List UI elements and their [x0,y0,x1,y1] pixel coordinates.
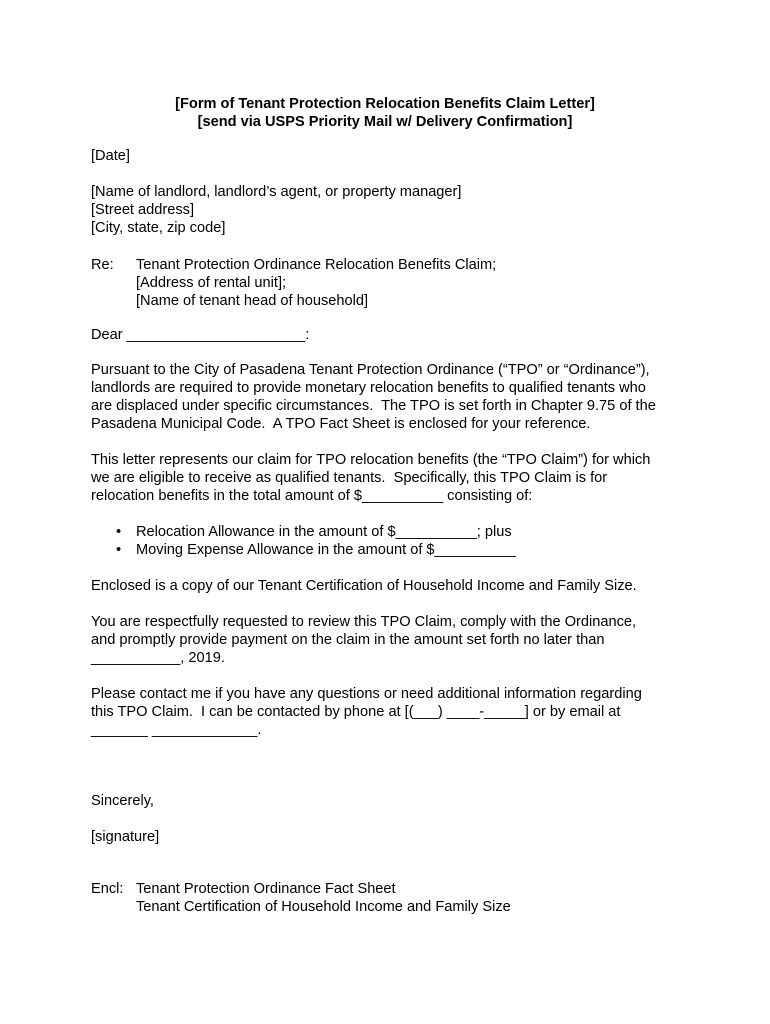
enclosure-item: Tenant Certification of Household Income and Family Size [136,899,511,915]
re-label: Re: [91,257,114,273]
list-item-text: Moving Expense Allowance in the amount of $__________ [136,542,516,558]
paragraph-1-line: Pasadena Municipal Code. A TPO Fact Sheet is enclosed for your reference. [91,416,591,432]
re-line-1: Tenant Protection Ordinance Relocation Benefits Claim; [136,257,497,273]
signature-placeholder [91,828,691,846]
paragraph-1 [91,361,691,433]
paragraph-5-line: _______ _____________. [91,722,262,738]
paragraph-1-line: landlords are required to provide monetary relocation benefits to qualified tenants who [91,380,646,396]
paragraph-5 [91,685,691,739]
recipient-city: [City, state, zip code] [91,220,226,236]
closing-text: Sincerely, [91,793,154,809]
re-line-3: [Name of tenant head of household] [136,293,369,309]
benefit-list [116,523,636,559]
re-line-2: [Address of rental unit]; [136,275,287,291]
paragraph-2-line: relocation benefits in the total amount of $__________ consisting of: [91,488,533,504]
date-text: [Date] [91,148,130,164]
paragraph-5-line: this TPO Claim. I can be contacted by phone at [(___) ____-_____] or by email at [91,704,621,720]
paragraph-2-line: we are eligible to receive as qualified tenants. Specifically, this TPO Claim is for [91,470,608,486]
signature-text: [signature] [91,829,160,845]
paragraph-4-line: and promptly provide payment on the claim in the amount set forth no later than [91,632,605,648]
paragraph-4 [91,613,691,667]
paragraph-5-line: Please contact me if you have any questions or need additional information regarding [91,686,642,702]
bullet-icon: • [116,524,122,540]
enclosures-label: Encl: [91,881,124,897]
recipient-name: [Name of landlord, landlord’s agent, or property manager] [91,184,462,200]
recipient-address [91,183,691,237]
enclosure-item: Tenant Protection Ordinance Fact Sheet [136,881,396,897]
paragraph-3 [91,577,691,595]
list-item-text: Relocation Allowance in the amount of $__________; plus [136,524,512,540]
date-line [91,147,691,165]
paragraph-1-line: Pursuant to the City of Pasadena Tenant Protection Ordinance (“TPO” or “Ordinance”), [91,362,650,378]
salutation-text: Dear ______________________: [91,327,310,343]
letter-heading [0,95,770,131]
paragraph-3-line: Enclosed is a copy of our Tenant Certification of Household Income and Family Size. [91,578,637,594]
paragraph-4-line: You are respectfully requested to review this TPO Claim, comply with the Ordinance, [91,614,637,630]
closing [91,792,691,810]
paragraph-1-line: are displaced under specific circumstances. The TPO is set forth in Chapter 9.75 of the [91,398,656,414]
paragraph-2 [91,451,691,505]
heading-title-line2: [send via USPS Priority Mail w/ Delivery Confirmation] [197,114,573,130]
list-item [116,541,636,559]
paragraph-4-line: ___________, 2019. [91,650,225,666]
salutation [91,326,691,344]
list-item [116,523,636,541]
bullet-icon: • [116,542,122,558]
recipient-street: [Street address] [91,202,195,218]
heading-title-line1: [Form of Tenant Protection Relocation Benefits Claim Letter] [175,96,595,112]
paragraph-2-line: This letter represents our claim for TPO relocation benefits (the “TPO Claim”) for which [91,452,651,468]
